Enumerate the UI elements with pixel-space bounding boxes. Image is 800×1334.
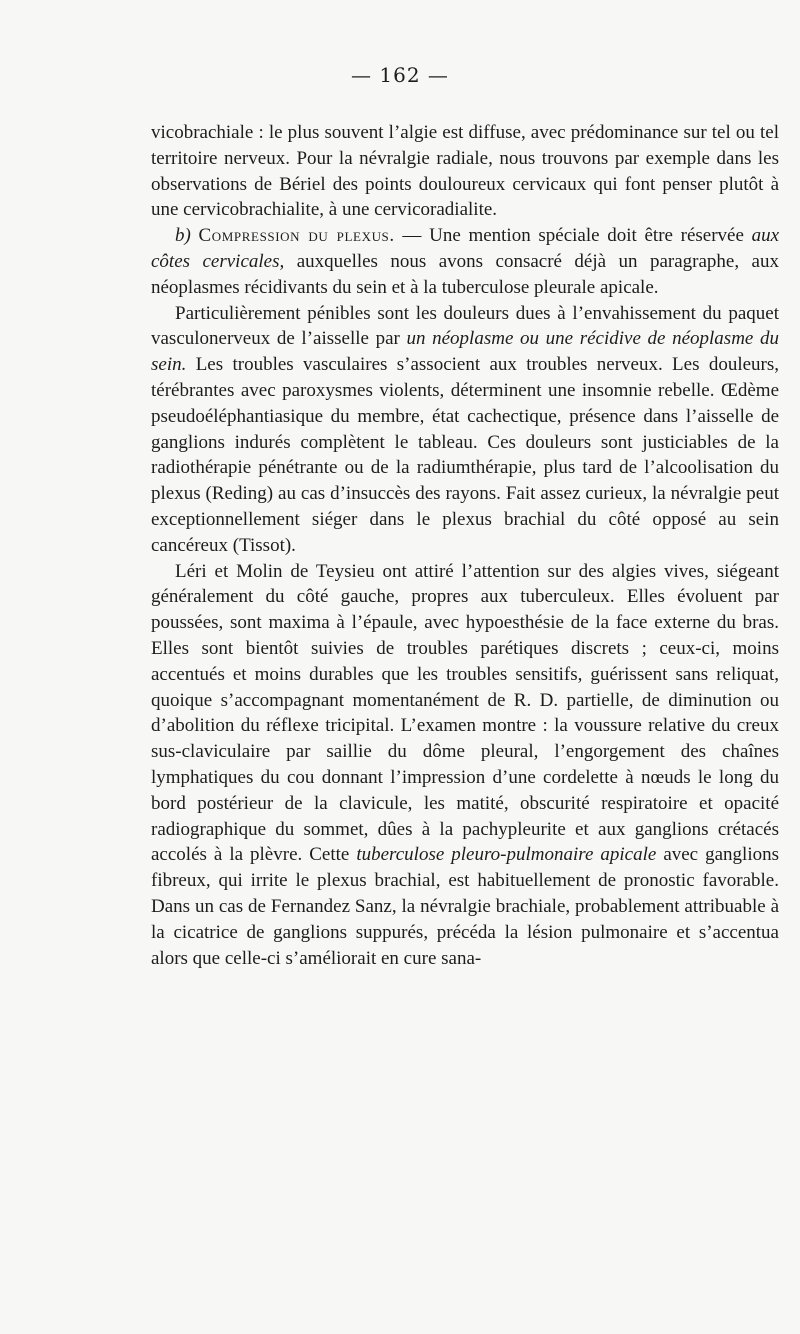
paragraph-text: Une mention spéciale doit être réservée [429,225,752,247]
paragraph-continuation [151,120,779,223]
section-heading: Compression du plexus. [198,225,395,247]
italic-text: aux côtes cervicales, [151,225,780,272]
paragraph-neoplasm [151,301,779,559]
paragraph-text: avec ganglions fibreux, qui irrite le plexus brachial, est habituellement de pronostic favorable. Dans un cas de Fernandez Sanz, la névralgie brachiale, probablement attribuable à la cicatrice de ganglions suppurés, précéda la lésion pulmonaire et s’accentua alors que celle-ci s’améliorait en cure sana- [151,844,779,969]
section-label: b) [175,225,191,247]
paragraph-text: vicobrachiale : le plus souvent l’algie est diffuse, avec prédominance sur tel ou tel territoire nerveux. Pour la névralgie radiale, nous trouvons par exemple dans les observations de Bériel des points douloureux cervicaux qui font penser plutôt à une cervicobrachialite, à une cervicoradialite. [151,122,779,221]
paragraph-text: auxquelles nous avons consacré déjà un paragraphe, aux néoplasmes récidivants du sein et à la tuberculose pleurale apicale. [151,250,779,298]
italic-text: un néoplasme ou une récidive de néoplasme du sein. [151,328,779,376]
page-number: — 162 — [351,63,449,87]
heading-dash: — [394,225,430,247]
paragraph-text: Léri et Molin de Teysieu ont attiré l’attention sur des algies vives, siégeant généralement du côté gauche, propres aux tuberculeux. Elles évoluent par poussées, sont maxima à l’épaule, avec hypoesthésie de la face externe du bras. Elles sont bientôt suivies de troubles parétiques discrets ; ceux-ci, moins accentués et moins durables que les troubles sensitifs, guérissent sans reliquat, quoique s’accompagnant momentanément de R. D. partielle, de diminution ou d’abolition du réflexe tricipital. L’examen montre : la voussure relative du creux sus-claviculaire par saillie du dôme pleural, l’engorgement des chaînes lymphatiques du cou donnant l’impression d’une cordelette à nœuds le long du bord postérieur de la clavicule, les matité, obscurité respiratoire et opacité radiographique du sommet, dûes à la pachypleurite et aux ganglions crétacés accolés à la plèvre. Cette [151,560,779,866]
italic-text: tuberculose pleuro-pulmonaire apicale [356,844,657,866]
paragraph-text: Particulièrement pénibles sont les douleurs dues à l’envahissement du paquet vasculonerveux de l’aisselle par [151,302,779,350]
body-text [151,120,779,971]
paragraph-tuberculosis [151,559,779,972]
paragraph-compression-plexus [151,223,779,300]
paragraph-text: Les troubles vasculaires s’associent aux troubles nerveux. Les douleurs, térébrantes avec paroxysmes violents, déterminent une insomnie rebelle. Œdème pseudoéléphantiasique du membre, état cachectique, présence dans l’aisselle de ganglions indurés complètent le tableau. Ces douleurs sont justiciables de la radiothérapie pénétrante ou de la radiumthérapie, plus tard de l’alcoolisation du plexus (Reding) au cas d’insuccès des rayons. Fait assez curieux, la névralgie peut exceptionnellement siéger dans le plexus brachial du côté opposé au sein cancéreux (Tissot). [151,354,779,556]
